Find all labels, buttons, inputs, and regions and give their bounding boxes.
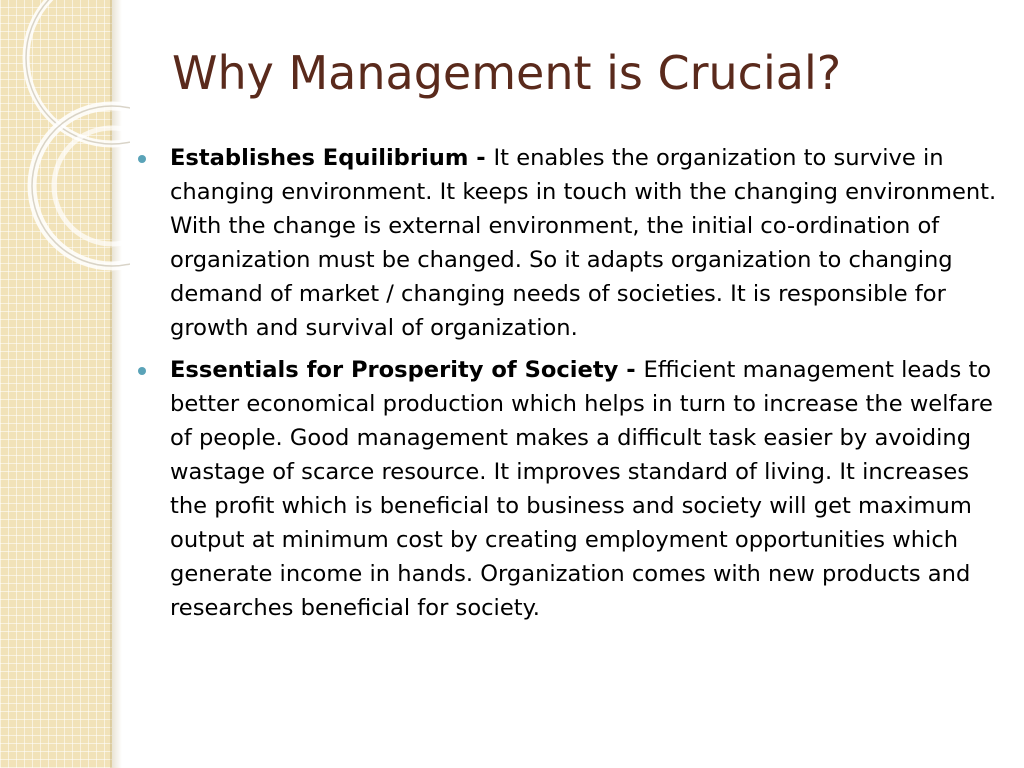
bullet-text: It enables the organization to survive in changing environment. It keeps in touch with the changing environment. With the change is external environment, the initial co-ordination of organization must be changed. So it adapts organization to changing demand of market / changing needs of societies. It is responsible for growth and survival of organization. [170,145,997,341]
bullet-item-essentials-for-prosperity [138,353,1002,625]
bullet-list [138,141,1002,633]
bullet-marker [138,155,146,163]
decorative-ring-large-outline [26,0,130,144]
bullet-heading: Essentials for Prosperity of Society - [170,357,644,383]
bullet-marker [138,367,146,375]
decorative-rings [0,0,130,330]
bullet-item-establishes-equilibrium [138,141,1002,345]
bullet-heading: Establishes Equilibrium - [170,145,494,171]
slide-title: Why Management is Crucial? [172,46,842,100]
decorative-ring-large [26,0,130,144]
bullet-text: Efficient management leads to better economical production which helps in turn to increase the welfare of people. Good management makes a difficult task easier by avoiding wastage of scarce resource. It improves standard of living. It increases the profit which is beneficial to business and society will get maximum output at minimum cost by creating employment opportunities which generate income in hands. Organization comes with new products and researches beneficial for society. [170,357,993,621]
